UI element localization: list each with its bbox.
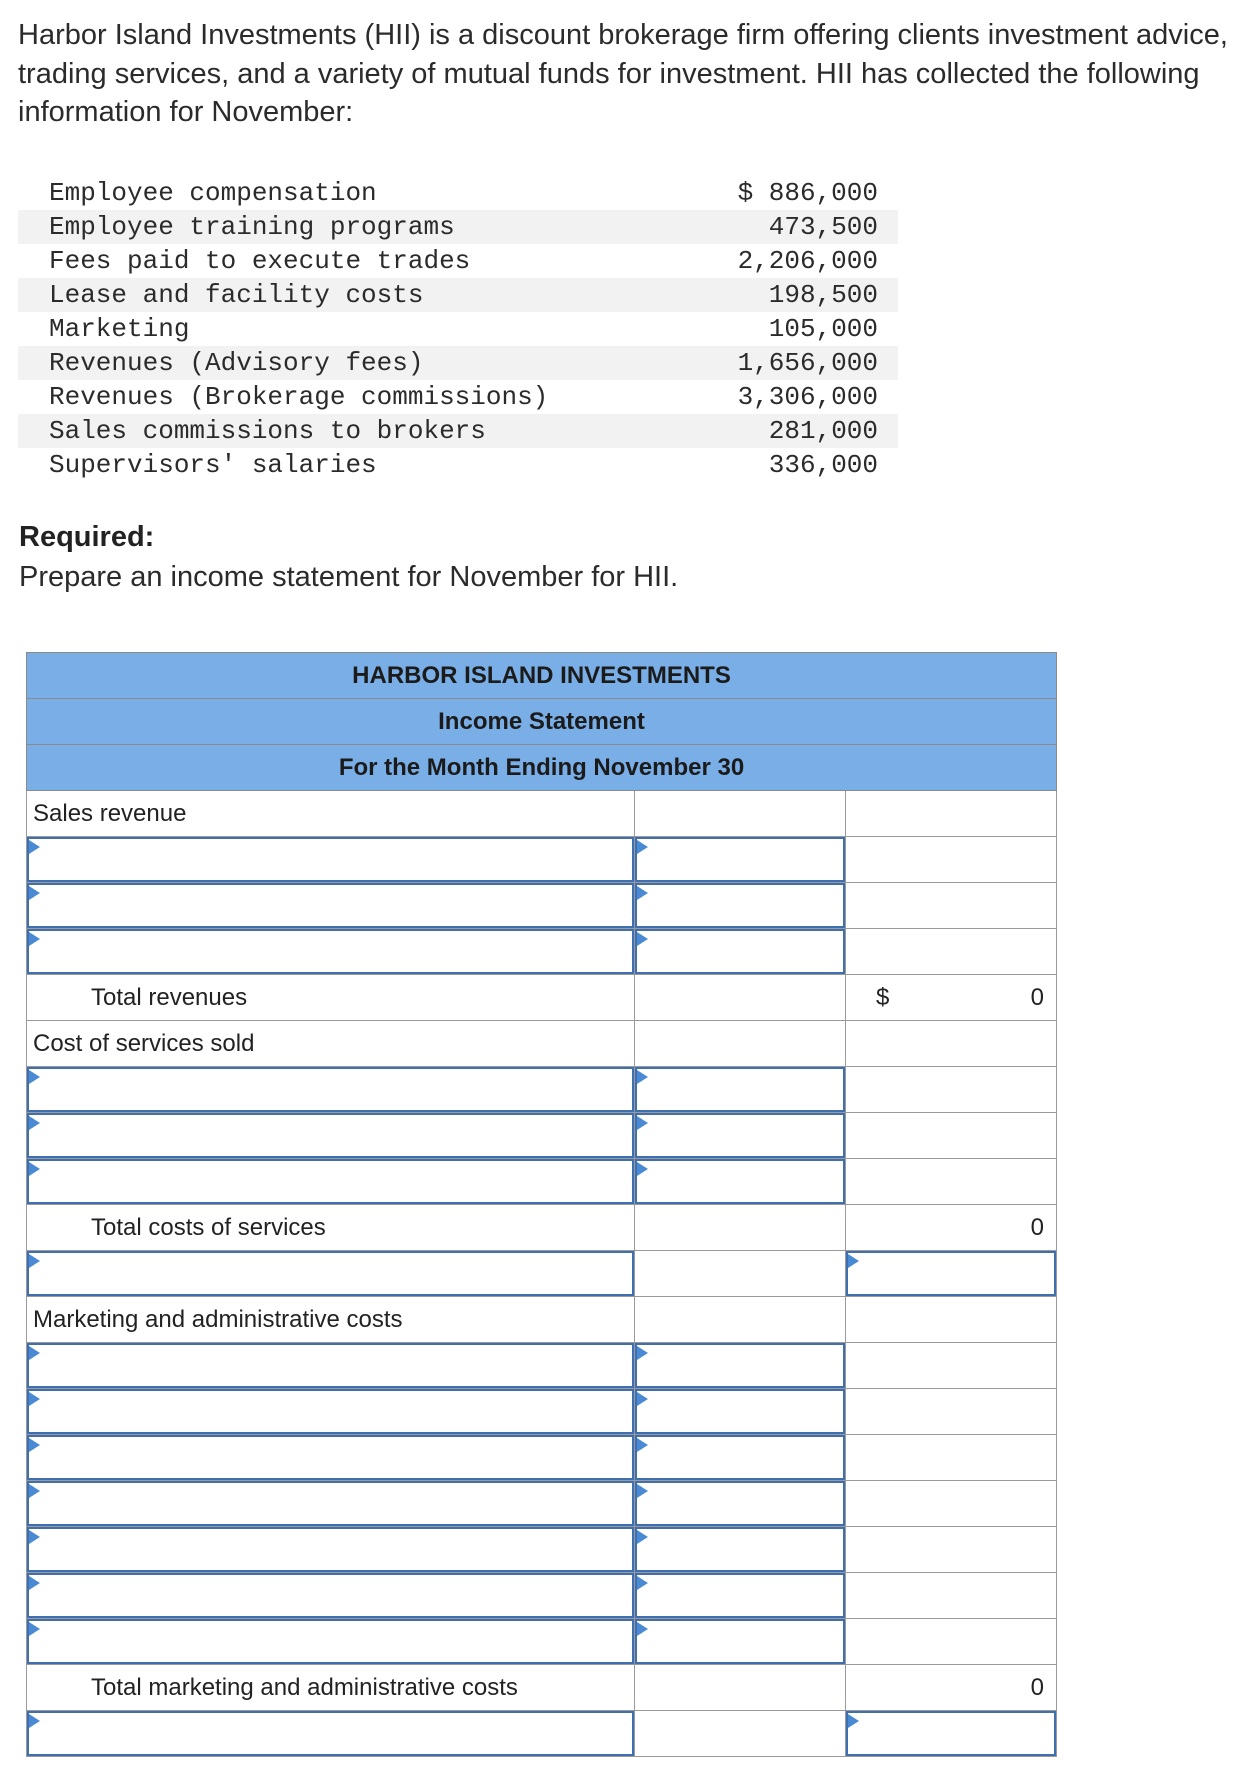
required-heading: Required: xyxy=(19,521,155,553)
cost-label-input[interactable] xyxy=(27,1067,634,1112)
empty-cell xyxy=(846,1113,1057,1159)
admin-label-input[interactable] xyxy=(27,1619,634,1664)
label-input-cell xyxy=(27,1389,635,1435)
amount-input-cell xyxy=(635,1343,846,1389)
admin-label-input[interactable] xyxy=(27,1527,634,1572)
data-row xyxy=(18,278,898,312)
admin-amount-input[interactable] xyxy=(635,1527,845,1572)
input-row xyxy=(27,929,1057,975)
empty-cell xyxy=(635,1251,846,1297)
statement-header-row xyxy=(27,653,1057,699)
data-row-label: Employee compensation xyxy=(49,178,377,208)
cost-amount-input[interactable] xyxy=(635,1159,845,1204)
empty-cell xyxy=(846,883,1057,929)
amount-input-cell xyxy=(635,929,846,975)
data-row-amount: 3,306,000 xyxy=(737,382,878,412)
label-input-cell xyxy=(27,883,635,929)
admin-label-input[interactable] xyxy=(27,1481,634,1526)
data-row-amount: 281,000 xyxy=(694,414,898,448)
data-row xyxy=(18,312,898,346)
input-row xyxy=(27,1527,1057,1573)
data-row xyxy=(18,210,898,244)
revenue-amount-input[interactable] xyxy=(635,929,845,974)
amount-input-cell xyxy=(635,1435,846,1481)
empty-cell xyxy=(635,1205,846,1251)
input-row xyxy=(27,1343,1057,1389)
amount-input-cell xyxy=(635,1527,846,1573)
input-row xyxy=(27,883,1057,929)
label-input-cell xyxy=(27,1573,635,1619)
data-row-label: Fees paid to execute trades xyxy=(49,246,471,276)
empty-cell xyxy=(846,1389,1057,1435)
data-row-amount: 105,000 xyxy=(768,314,878,344)
admin-amount-input[interactable] xyxy=(635,1435,845,1480)
input-row xyxy=(27,1251,1057,1297)
empty-cell xyxy=(846,929,1057,975)
label-input-cell xyxy=(27,1251,635,1297)
gross-margin-label-input[interactable] xyxy=(27,1251,634,1296)
empty-cell xyxy=(635,975,846,1021)
cost-amount-input[interactable] xyxy=(635,1067,845,1112)
empty-cell xyxy=(846,1527,1057,1573)
amount-input-cell xyxy=(846,1711,1057,1757)
amount-input-cell xyxy=(635,1389,846,1435)
empty-cell xyxy=(635,791,846,837)
total-marketing-label: Total marketing and administrative costs xyxy=(27,1665,635,1711)
income-statement-table xyxy=(26,652,1057,1757)
amount-input-cell xyxy=(846,1251,1057,1297)
data-row xyxy=(18,448,898,482)
admin-label-input[interactable] xyxy=(27,1343,634,1388)
input-row xyxy=(27,1159,1057,1205)
total-row xyxy=(27,1205,1057,1251)
input-row xyxy=(27,1113,1057,1159)
data-row xyxy=(18,414,898,448)
input-row xyxy=(27,837,1057,883)
label-input-cell xyxy=(27,1711,635,1757)
label-input-cell xyxy=(27,929,635,975)
empty-cell xyxy=(635,1021,846,1067)
empty-cell xyxy=(846,1159,1057,1205)
total-costs-value: 0 xyxy=(846,1205,1057,1251)
empty-cell xyxy=(846,837,1057,883)
section-row xyxy=(27,1297,1057,1343)
section-row xyxy=(27,791,1057,837)
cost-label-input[interactable] xyxy=(27,1159,634,1204)
amount-input-cell xyxy=(635,1159,846,1205)
amount-input-cell xyxy=(635,883,846,929)
statement-title: Income Statement xyxy=(27,699,1057,745)
admin-amount-input[interactable] xyxy=(635,1619,845,1664)
data-row xyxy=(18,244,898,278)
data-row-label: Marketing xyxy=(49,314,190,344)
data-row-amount: 2,206,000 xyxy=(737,246,878,276)
empty-cell xyxy=(635,1711,846,1757)
total-revenues-label: Total revenues xyxy=(27,975,635,1021)
section-row xyxy=(27,1021,1057,1067)
input-row xyxy=(27,1619,1057,1665)
total-revenues-value: 0 xyxy=(1030,983,1044,1011)
amount-input-cell xyxy=(635,1481,846,1527)
label-input-cell xyxy=(27,1527,635,1573)
cost-label-input[interactable] xyxy=(27,1113,634,1158)
input-row xyxy=(27,1067,1057,1113)
revenue-amount-input[interactable] xyxy=(635,883,845,928)
label-input-cell xyxy=(27,1159,635,1205)
empty-cell xyxy=(635,1297,846,1343)
empty-cell xyxy=(846,791,1057,837)
input-row xyxy=(27,1711,1057,1757)
revenue-label-input[interactable] xyxy=(27,837,634,882)
admin-amount-input[interactable] xyxy=(635,1481,845,1526)
company-name: HARBOR ISLAND INVESTMENTS xyxy=(27,653,1057,699)
empty-cell xyxy=(846,1343,1057,1389)
empty-cell xyxy=(846,1297,1057,1343)
total-row xyxy=(27,1665,1057,1711)
amount-input-cell xyxy=(635,1113,846,1159)
admin-label-input[interactable] xyxy=(27,1389,634,1434)
operating-profit-label-input[interactable] xyxy=(27,1711,634,1756)
revenue-amount-input[interactable] xyxy=(635,837,845,882)
label-input-cell xyxy=(27,1619,635,1665)
marketing-admin-label: Marketing and administrative costs xyxy=(27,1297,635,1343)
data-row-label: Revenues (Brokerage commissions) xyxy=(49,382,549,412)
data-row-label: Supervisors' salaries xyxy=(49,450,377,480)
gross-margin-amount-input[interactable] xyxy=(846,1251,1056,1296)
data-row-label: Revenues (Advisory fees) xyxy=(18,346,694,380)
label-input-cell xyxy=(27,1343,635,1389)
empty-cell xyxy=(846,1619,1057,1665)
cost-amount-input[interactable] xyxy=(635,1113,845,1158)
label-input-cell xyxy=(27,1113,635,1159)
label-input-cell xyxy=(27,1481,635,1527)
given-data-table xyxy=(18,176,898,482)
sales-revenue-label: Sales revenue xyxy=(27,791,635,837)
input-row xyxy=(27,1481,1057,1527)
admin-label-input[interactable] xyxy=(27,1435,634,1480)
data-row xyxy=(18,346,898,380)
statement-header-row xyxy=(27,745,1057,791)
admin-label-input[interactable] xyxy=(27,1573,634,1618)
input-row xyxy=(27,1389,1057,1435)
label-input-cell xyxy=(27,837,635,883)
data-row-amount: 336,000 xyxy=(768,450,878,480)
amount-input-cell xyxy=(635,1619,846,1665)
data-row-label: Sales commissions to brokers xyxy=(18,414,694,448)
total-costs-label: Total costs of services xyxy=(27,1205,635,1251)
data-row-amount: 198,500 xyxy=(694,278,898,312)
empty-cell xyxy=(846,1021,1057,1067)
data-row xyxy=(18,176,898,210)
revenue-label-input[interactable] xyxy=(27,883,634,928)
data-row-label: Lease and facility costs xyxy=(18,278,694,312)
total-row xyxy=(27,975,1057,1021)
total-marketing-value: 0 xyxy=(846,1665,1057,1711)
amount-input-cell xyxy=(635,1573,846,1619)
empty-cell xyxy=(846,1573,1057,1619)
empty-cell xyxy=(846,1435,1057,1481)
amount-input-cell xyxy=(635,1067,846,1113)
data-row xyxy=(18,380,898,414)
data-row-label: Employee training programs xyxy=(18,210,694,244)
statement-period: For the Month Ending November 30 xyxy=(27,745,1057,791)
required-text: Prepare an income statement for November for HII. xyxy=(19,561,679,593)
revenue-label-input[interactable] xyxy=(27,929,634,974)
input-row xyxy=(27,1435,1057,1481)
admin-amount-input[interactable] xyxy=(635,1389,845,1434)
data-row-amount: 473,500 xyxy=(694,210,898,244)
input-row xyxy=(27,1573,1057,1619)
problem-intro: Harbor Island Investments (HII) is a discount brokerage firm offering clients investment advice, trading services, and a variety of mutual funds for investment. HII has collected the following information for November: xyxy=(18,19,1228,128)
operating-profit-amount-input[interactable] xyxy=(846,1711,1056,1756)
admin-amount-input[interactable] xyxy=(635,1573,845,1618)
total-revenues-cell xyxy=(846,975,1057,1021)
data-row-amount: 1,656,000 xyxy=(694,346,898,380)
dollar-sign: $ xyxy=(876,983,890,1011)
statement-header-row xyxy=(27,699,1057,745)
empty-cell xyxy=(846,1067,1057,1113)
empty-cell xyxy=(635,1665,846,1711)
cost-of-services-label: Cost of services sold xyxy=(27,1021,635,1067)
data-row-amount: $ 886,000 xyxy=(737,178,878,208)
empty-cell xyxy=(846,1481,1057,1527)
label-input-cell xyxy=(27,1067,635,1113)
amount-input-cell xyxy=(635,837,846,883)
admin-amount-input[interactable] xyxy=(635,1343,845,1388)
label-input-cell xyxy=(27,1435,635,1481)
